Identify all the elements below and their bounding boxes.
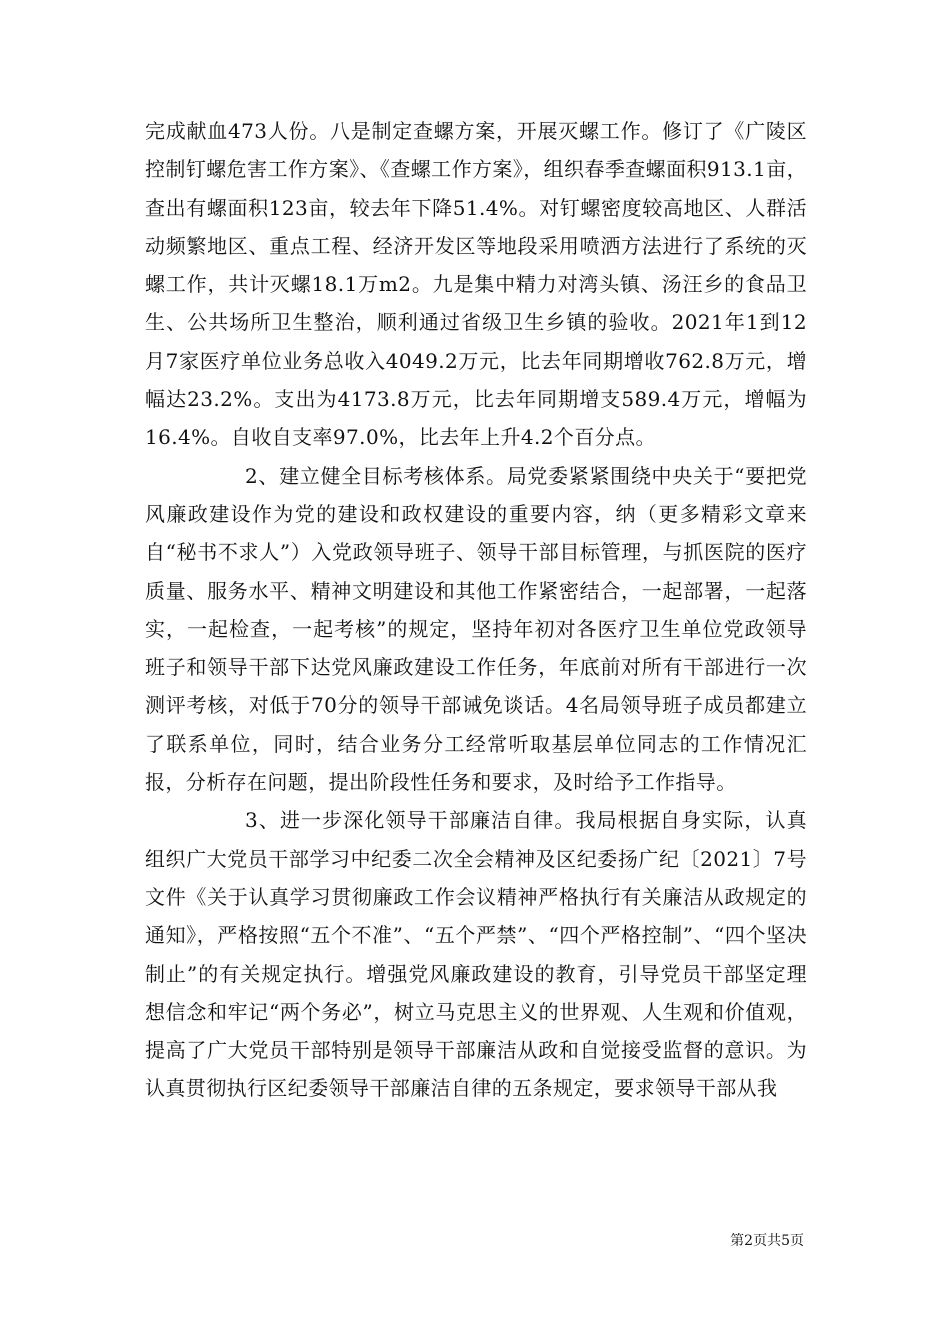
paragraph-section-3: 3、进一步深化领导干部廉洁自律。我局根据自身实际，认真组织广大党员干部学习中纪委二次全会精神及区纪委扬广纪〔2021〕7号文件《关于认真学习贯彻廉政工作会议精神严格执行有关廉洁从政规定的通知》，严格按照“五个不准”、“五个严禁”、“四个严格控制”、“四个坚决制止”的有关规定执行。增强党风廉政建设的教育，引导党员干部坚定理想信念和牢记“两个务必”，树立马克思主义的世界观、人生观和价值观，提高了广大党员干部特别是领导干部廉洁从政和自觉接受监督的意识。为认真贯彻执行区纪委领导干部廉洁自律的五条规定，要求领导干部从我 <box>145 808 807 1101</box>
paragraph-section-2: 2、建立健全目标考核体系。局党委紧紧围绕中央关于“要把党风廉政建设作为党的建设和政权建设的重要内容，纳（更多精彩文章来自“秘书不求人”）入党政领导班子、领导干部目标管理，与抓医院的医疗质量、服务水平、精神文明建设和其他工作紧密结合，一起部署，一起落实，一起检查，一起考核”的规定，坚持年初对各医疗卫生单位党政领导班子和领导干部下达党风廉政建设工作任务，年底前对所有干部进行一次测评考核，对低于70分的领导干部诫免谈话。4名局领导班子成员都建立了联系单位，同时，结合业务分工经常听取基层单位同志的工作情况汇报，分析存在问题，提出阶段性任务和要求，及时给予工作指导。 <box>145 463 807 795</box>
paragraph-continuation: 完成献血473人份。八是制定查螺方案，开展灭螺工作。修订了《广陵区控制钉螺危害工作方案》、《查螺工作方案》，组织春季查螺面积913.1亩，查出有螺面积123亩，较去年下降51.4%。对钉螺密度较高地区、人群活动频繁地区、重点工程、经济开发区等地段采用喷洒方法进行了系统的灭螺工作，共计灭螺18.1万m2。九是集中精力对湾头镇、汤汪乡的食品卫生、公共场所卫生整治，顺利通过省级卫生乡镇的验收。2021年1到12月7家医疗单位业务总收入4049.2万元，比去年同期增收762.8万元，增幅达23.2%。支出为4173.8万元，比去年同期增支589.4万元，增幅为16.4%。自收自支率97.0%，比去年上升4.2个百分点。 <box>145 119 807 450</box>
document-body <box>145 112 807 1108</box>
page-footer: 第2页共5页 <box>730 1233 804 1249</box>
